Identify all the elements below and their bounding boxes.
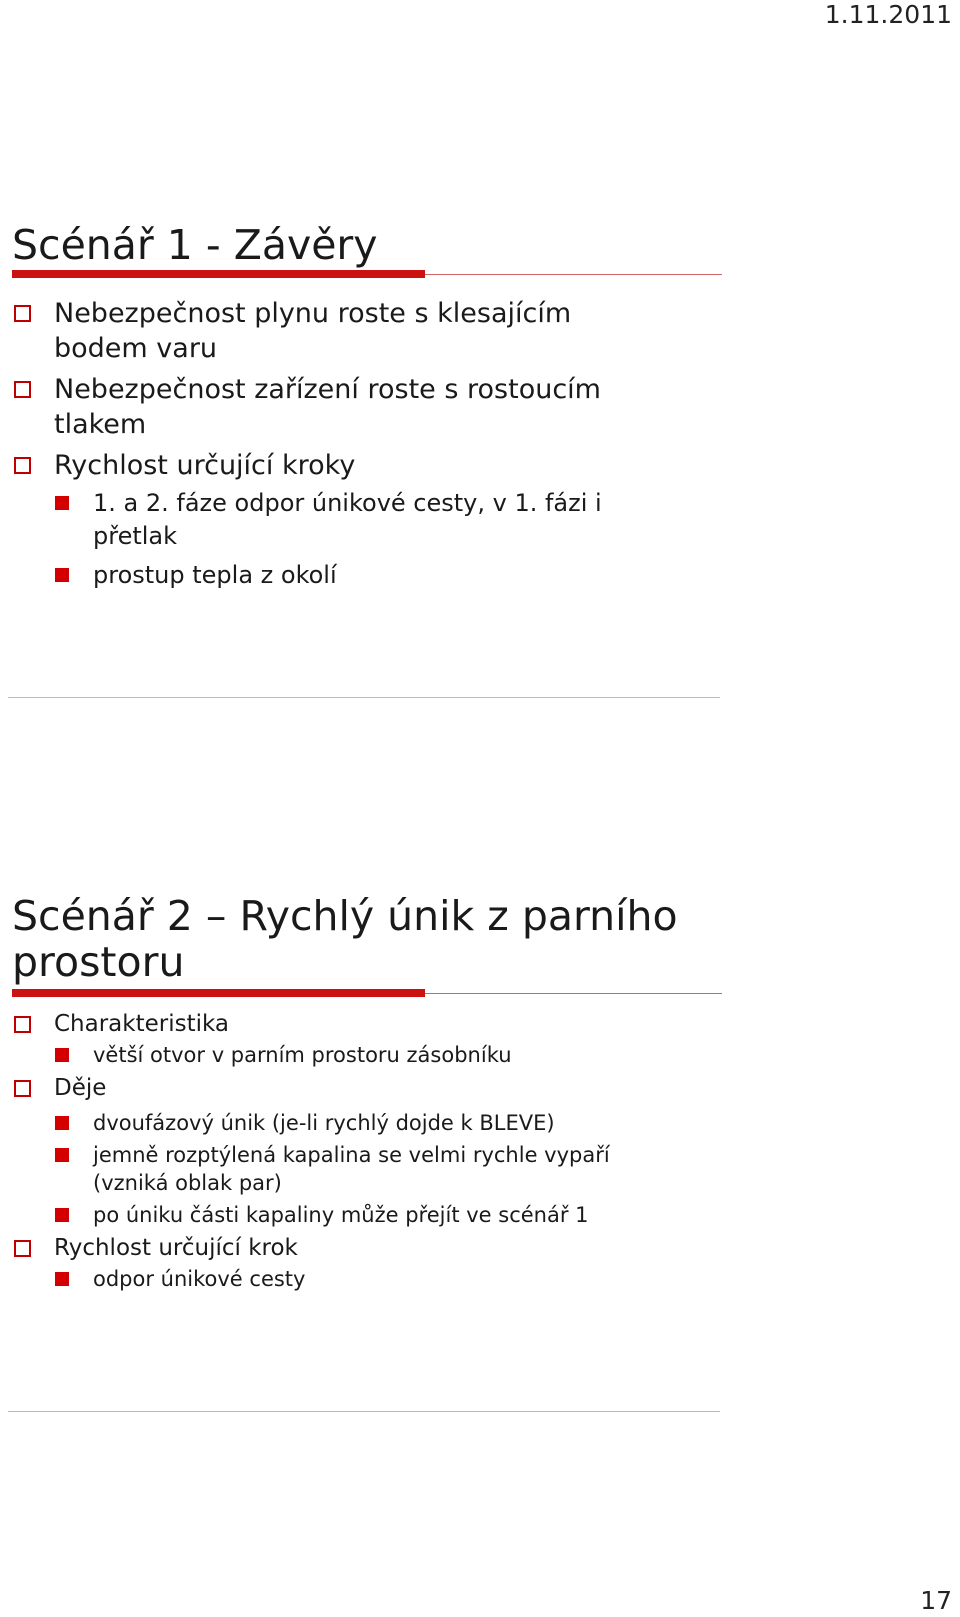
slide-2-title: Scénář 2 – Rychlý únik z parního prostoru xyxy=(12,892,678,986)
slide-separator xyxy=(8,697,720,698)
filled-square-bullet-icon xyxy=(55,1148,69,1162)
title-underline xyxy=(0,989,722,1001)
sub-list-item-text: prostup tepla z okolí xyxy=(93,561,337,589)
list-item xyxy=(0,296,644,366)
slide-separator xyxy=(8,1411,720,1412)
filled-square-bullet-icon xyxy=(55,1116,69,1130)
list-item xyxy=(0,1009,722,1039)
filled-square-bullet-icon xyxy=(55,1272,69,1286)
list-item-text: Rychlost určující krok xyxy=(54,1235,298,1261)
bullet-list xyxy=(0,1009,722,1293)
sub-list-item-text: 1. a 2. fáze odpor únikové cesty, v 1. fázi i přetlak xyxy=(93,489,602,550)
filled-square-bullet-icon xyxy=(55,496,69,510)
sub-list-item xyxy=(0,1201,722,1229)
list-item xyxy=(0,448,722,483)
hollow-square-bullet-icon xyxy=(14,381,31,398)
sub-list-item-text: větší otvor v parním prostoru zásobníku xyxy=(93,1043,512,1067)
filled-square-bullet-icon xyxy=(55,1208,69,1222)
list-item xyxy=(0,1073,722,1103)
sub-list-item-text: dvoufázový únik (je-li rychlý dojde k BLEVE) xyxy=(93,1111,555,1135)
sub-list-item xyxy=(0,1141,673,1197)
list-item xyxy=(0,372,654,442)
page-number: 17 xyxy=(920,1586,952,1615)
filled-square-bullet-icon xyxy=(55,568,69,582)
slide-1 xyxy=(0,222,722,592)
sub-list-item xyxy=(0,1265,722,1293)
list-item xyxy=(0,1233,722,1263)
sub-list-item-text: po úniku části kapaliny může přejít ve scénář 1 xyxy=(93,1203,589,1227)
hollow-square-bullet-icon xyxy=(14,457,31,474)
bullet-list xyxy=(0,296,722,592)
slide-1-title: Scénář 1 - Závěry xyxy=(12,221,378,269)
sub-list-item-text: odpor únikové cesty xyxy=(93,1267,306,1291)
hollow-square-bullet-icon xyxy=(14,1016,31,1033)
list-item-text: Děje xyxy=(54,1075,107,1101)
slide-2 xyxy=(0,893,722,1293)
hollow-square-bullet-icon xyxy=(14,1080,31,1097)
header-date: 1.11.2011 xyxy=(824,0,952,29)
sub-list-item xyxy=(0,559,722,592)
filled-square-bullet-icon xyxy=(55,1048,69,1062)
hollow-square-bullet-icon xyxy=(14,305,31,322)
list-item-text: Nebezpečnost zařízení roste s rostoucím tlakem xyxy=(54,374,601,440)
sub-list-item xyxy=(0,1041,722,1069)
sub-list-item-text: jemně rozptýlená kapalina se velmi rychle vypaří (vzniká oblak par) xyxy=(93,1143,610,1195)
list-item-text: Charakteristika xyxy=(54,1011,230,1037)
list-item-text: Rychlost určující kroky xyxy=(54,450,356,481)
hollow-square-bullet-icon xyxy=(14,1240,31,1257)
title-underline xyxy=(0,270,722,282)
sub-list-item xyxy=(0,1109,722,1137)
sub-list-item xyxy=(0,487,693,553)
list-item-text: Nebezpečnost plynu roste s klesajícím bodem varu xyxy=(54,298,572,364)
